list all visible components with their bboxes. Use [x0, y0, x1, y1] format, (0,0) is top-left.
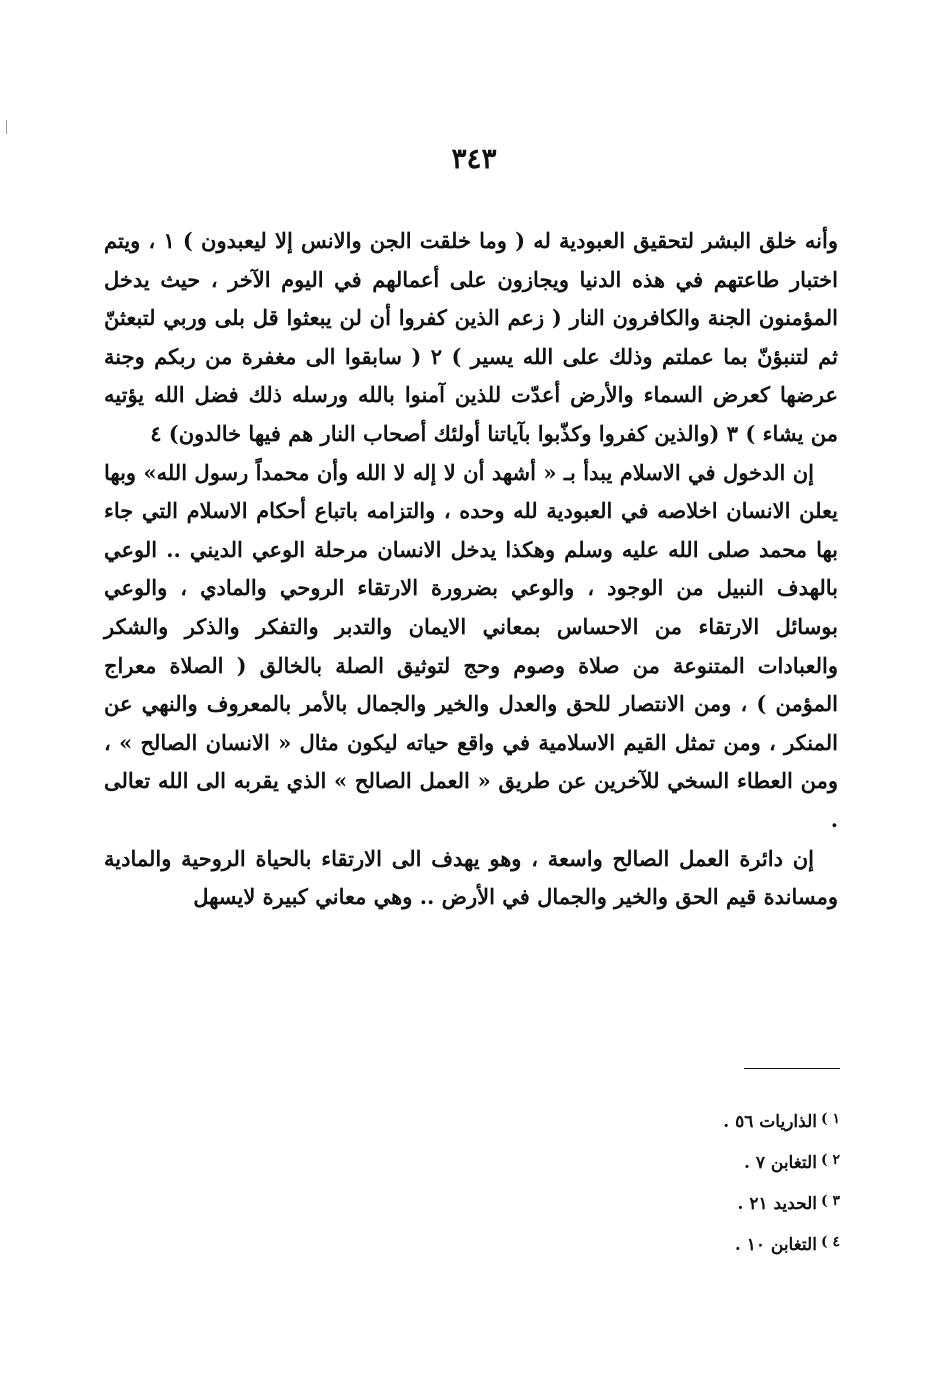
footnotes: [723, 1100, 840, 1264]
footnote-3: [723, 1182, 840, 1223]
paragraph-3: [104, 840, 838, 917]
main-text: [104, 222, 838, 917]
paragraph-2: [104, 454, 838, 840]
footnote-text: الذاريات ٥٦ .: [723, 1112, 817, 1132]
footnote-2: [723, 1141, 840, 1182]
paragraph-2-text: إن الدخول في الاسلام يبدأ بـ « أشهد أن لا إله لا الله وأن محمداً رسول الله» وبها يعلن الانسان اخلاصه في العبودية لله وحده ، والتزامه باتباع أحكام الاسلام التي جاء بها محمد صلى الله عليه وسلم وهكذا يدخل الانسان مرحلة الوعي الديني .. الوعي بالهدف النبيل من الوجود ، والوعي بضرورة الارتقاء الروحي والمادي ، والوعي بوسائل الارتقاء من الاحساس بمعاني الايمان والتدبر والتفكر والذكر والشكر والعبادات المتنوعة من صلاة وصوم وحج لتوثيق الصلة بالخالق ( الصلاة معراج المؤمن ) ، ومن الانتصار للحق والعدل والخير والجمال بالأمر بالمعروف والنهي عن المنكر ، ومن تمثل القيم الاسلامية في واقع حياته ليكون مثال « الانسان الصالح » ، ومن العطاء السخي للآخرين عن طريق « العمل الصالح » الذي يقربه الى الله تعالى .: [104, 459, 838, 832]
footnote-number: ٣ ): [820, 1193, 840, 1209]
footnote-text: التغابن ٧ .: [743, 1153, 817, 1173]
footnote-text: التغابن ١٠ .: [734, 1235, 817, 1255]
footnote-number: ٤ ): [820, 1234, 840, 1250]
paragraph-1: وأنه خلق البشر لتحقيق العبودية له ( وما خلقت الجن والانس إلا ليعبدون ) ١ ، ويتم اختبار طاعتهم في هذه الدنيا ويجازون على أعمالهم في اليوم الآخر ، حيث يدخل المؤمنون الجنة والكافرون النار ( زعم الذين كفروا أن لن يبعثوا قل بلى وربي لتبعثنّ ثم لتنبؤنّ بما عملتم وذلك على الله يسير ) ٢ ( سابقوا الى مغفرة من ربكم وجنة عرضها كعرض السماء والأرض أعدّت للذين آمنوا بالله ورسله ذلك فضل الله يؤتيه من يشاء ) ٣ (والذين كفروا وكذّبوا بآياتنا أولئك أصحاب النار هم فيها خالدون) ٤: [104, 228, 839, 446]
scan-edge-mark: [6, 120, 7, 134]
footnote-number: ١ ): [820, 1111, 840, 1127]
footnote-4: [723, 1223, 840, 1264]
page-number: ٣٤٣: [451, 142, 497, 175]
footnote-1: [723, 1100, 840, 1141]
footnote-separator: [744, 1068, 840, 1069]
footnote-text: الحديد ٢١ .: [737, 1194, 817, 1214]
paragraph-3-text: إن دائرة العمل الصالح واسعة ، وهو يهدف الى الارتقاء بالحياة الروحية والمادية ومساندة قيم الحق والخير والجمال في الأرض .. وهي معاني كبيرة لايسهل: [104, 845, 838, 910]
footnote-number: ٢ ): [820, 1152, 840, 1168]
